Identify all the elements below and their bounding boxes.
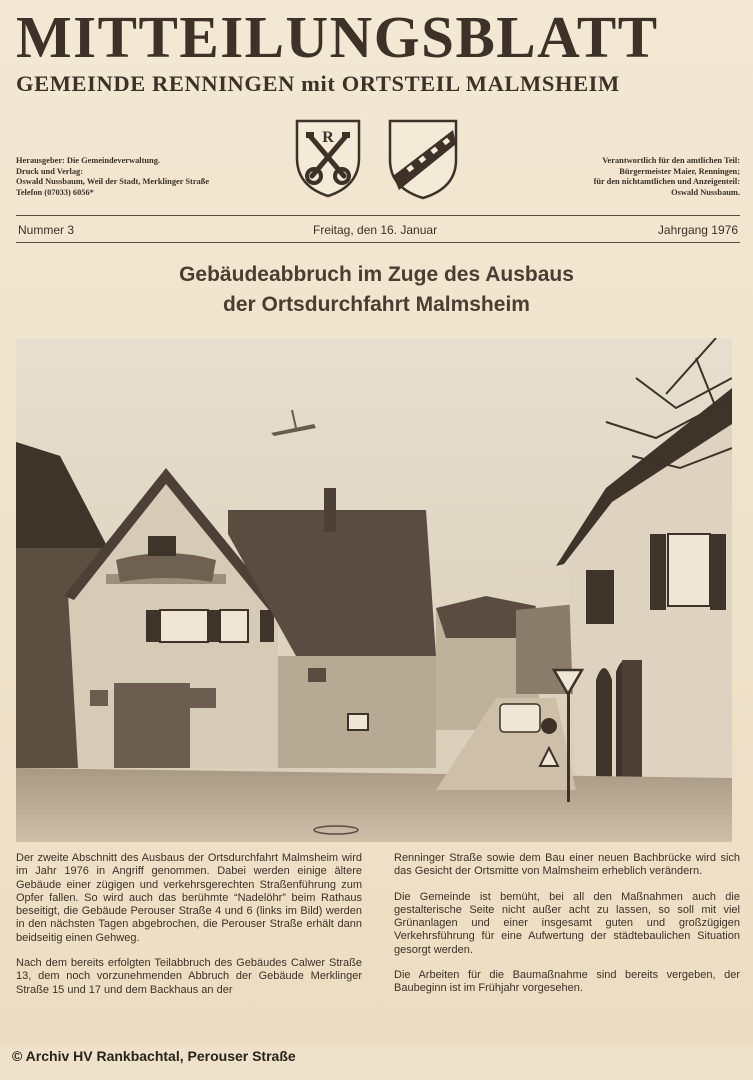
malmsheim-crest-icon [387,118,459,200]
article-paragraph: Die Arbeiten für die Baumaßnahme sind bereits vergeben, der Baubeginn ist im Frühjahr vorgesehen. [394,969,740,995]
imprint-line: Bürgermeister Maier, Renningen; [619,166,740,176]
imprint-line: Oswald Nussbaum, Weil der Stadt, Merklinger Straße [16,177,210,186]
headline-line-2: der Ortsdurchfahrt Malmsheim [223,293,530,316]
article-paragraph: Die Gemeinde ist bemüht, bei all den Maßnahmen auch die gestalterische Seite nicht außer acht zu lassen, so soll mit viel Grünanlagen und einer insgesamt guten und großzügigen Verkehrsführung für eine Aufwertung der städtebaulichen Situation gesorgt werden. [394,890,740,956]
issue-infobar [16,221,740,241]
article-column-right [394,852,740,1008]
renningen-crest-icon [294,118,362,198]
imprint-line: Druck und Verlag: [16,166,84,176]
imprint-left [16,156,256,198]
imprint-right [520,156,740,198]
issue-date: Freitag, den 16. Januar [313,223,438,237]
imprint-line: Herausgeber: Die Gemeindeverwaltung. [16,156,160,165]
article-paragraph: Renninger Straße sowie dem Bau einer neuen Bachbrücke wird sich das Gesicht der Ortsmitte von Malmsheim erheblich verändern. [394,852,740,878]
street-photo-illustration [16,338,732,842]
crest-letter: R [322,129,334,146]
archive-credit: © Archiv HV Rankbachtal, Perouser Straße [12,1048,296,1064]
issue-number: Nummer 3 [18,223,75,237]
article-headline [0,260,753,320]
imprint-line: Telefon (07033) 6056* [16,187,94,197]
issue-volume: Jahrgang 1976 [657,223,738,237]
article-paragraph: Nach dem bereits erfolgten Teilabbruch des Gebäudes Calwer Straße 13, dem noch vorzunehmenden Abbruch der Gebäude Merklinger Straße 15 und 17 und dem Backhaus an der [16,957,362,996]
masthead-title: MITTEILUNGSBLATT [16,4,659,70]
masthead-subtitle: GEMEINDE RENNINGEN mit ORTSTEIL MALMSHEIM [16,71,620,96]
article-paragraph: Der zweite Abschnitt des Ausbaus der Ortsdurchfahrt Malmsheim wird im Jahr 1976 in Angriff genommen. Dabei werden einige ältere Gebäude einer zügigen und verkehrsgerechten Straßenführung zum Opfer fallen. So wird auch das berühmte “Nadelöhr” beim Rathaus beseitigt, die Gebäude Perouser Straße 4 und 6 (links im Bild) werden in den nächsten Tagen abgebrochen, die Perouser Straße erhält dann beidseitig einen Gehweg. [16,852,362,944]
headline-line-1: Gebäudeabbruch im Zuge des Ausbaus [179,263,574,286]
imprint-line: für den nichtamtlichen und Anzeigenteil: [593,177,740,186]
street-photo [16,338,732,842]
imprint-line: Oswald Nussbaum. [671,187,740,197]
imprint-line: Verantwortlich für den amtlichen Teil: [602,156,740,165]
bottom-rule [16,242,740,243]
article-column-left [16,852,362,1009]
top-rule [16,215,740,216]
